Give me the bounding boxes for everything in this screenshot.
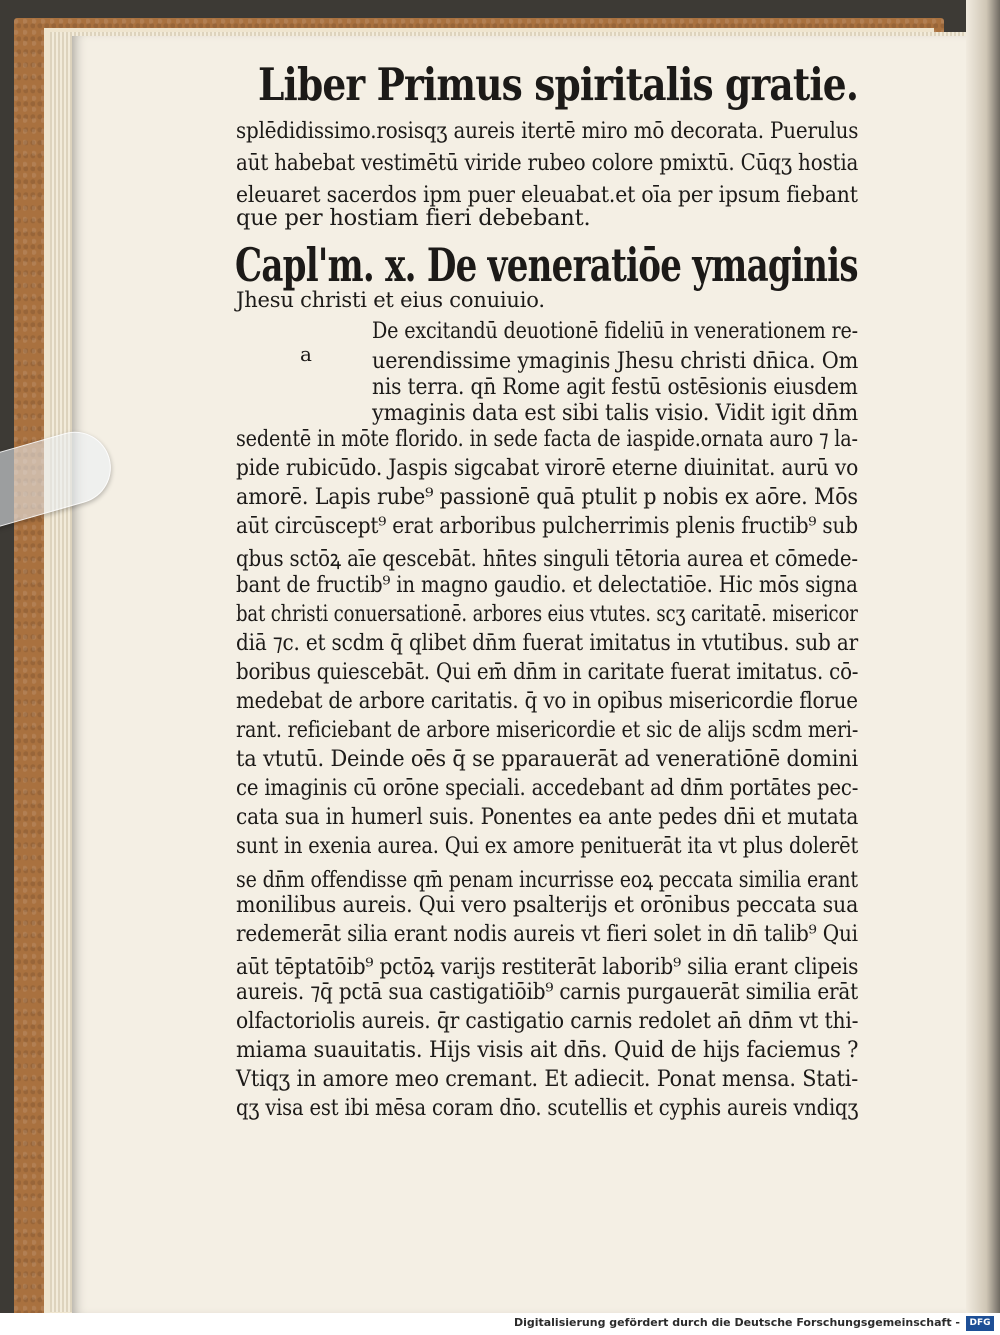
chapter-heading: Capl'm. x. De veneratiōe ymaginis [235,238,858,292]
text-line: qbus sctōꝝ aīe qescebāt. hn̄tes singuli tētoria aurea et cōmede- [236,546,858,573]
text-line: redemerāt silia erant nodis aureis vt fieri solet in dn̄ talib⁹ Qui [236,920,858,947]
chapter-subheading: Jhesu christi et eius conuiuio. [236,288,545,312]
dfg-logo: DFG [966,1316,994,1331]
text-line: boribus quiescebāt. Qui em̄ dn̄m in caritate fuerat imitatus. cō- [236,658,859,685]
marginal-note: a [300,342,312,366]
text-line: splēdidissimo.rosisqʒ aureis itertē miro mō decorata. Puerulus [236,118,859,144]
text-line: cata sua in humerl suis. Ponentes ea ante pedes dn̄i et mutata [236,804,859,831]
funding-credit: Digitalisierung gefördert durch die Deutsche Forschungsgemeinschaft - [513,1316,960,1329]
text-line: diā ⁊c. et scdm q̄ qlibet dn̄m fuerat imitatus in vtutibus. sub ar [236,629,858,656]
text-line: De excitandū deuotionē fideliū in venerationem re- [372,318,858,344]
text-line: qʒ visa est ibi mēsa coram dn̄o. scutellis et cyphis aureis vndiqʒ [236,1095,859,1122]
text-line: olfactoriolis aureis. q̄r castigatio carnis redolet an̄ dn̄m vt thi- [236,1008,859,1034]
text-line: ce imaginis cū orōne speciali. accedebant ad dn̄m portātes pec- [236,775,859,802]
text-line: aureis. ⁊q̄ pctā sua castigatiōib⁹ carnis purgauerāt similia erāt [236,978,859,1005]
text-line: eleuaret sacerdos ipm puer eleuabat.et oīa per ipsum fiebant [236,182,858,208]
text-line: bat christi conuersationē. arbores eius vtutes. scʒ caritatē. misericor [236,600,858,627]
text-line: miama suauitatis. Hijs visis ait dn̄s. Quid de hijs faciemus ? [236,1037,859,1064]
text-line: sunt in exenia aurea. Qui ex amore penituerāt ita vt plus dolerēt [236,833,859,860]
text-line: aūt tēptatōib⁹ pctōꝝ varijs restiterāt laborib⁹ silia erant clipeis [236,953,859,980]
text-line: se dn̄m offendisse qm̄ penam incurrisse eoꝝ peccata similia erant [236,866,858,893]
text-line: ta vtutū. Deinde oēs q̄ se pparauerāt ad veneratiōnē domini [236,746,859,773]
footer-bar [0,1313,1000,1335]
text-line: aūt circūscept⁹ erat arboribus pulcherrimis plenis fructib⁹ sub [236,513,858,540]
text-line: medebat de arbore caritatis. q̄ vo in opibus misericordie florue [236,687,858,714]
text-line: sedentē in mōte florido. in sede facta de iaspide.ornata auro ⁊ la- [236,426,858,452]
text-line: ymaginis data est sibi talis visio. Vidit igit dn̄m [372,400,858,426]
text-line: bant de fructib⁹ in magno gaudio. et delectatiōe. Hic mōs signa [236,571,858,598]
text-line: amorē. Lapis rube⁹ passionē quā ptulit p nobis ex aōre. Mōs [236,484,858,511]
text-line: Vtiqʒ in amore meo cremant. Et adiecit. Ponat mensa. Stati- [236,1066,859,1093]
text-line: rant. reficiebant de arbore misericordie et sic de alijs scdm meri- [236,717,859,743]
text-line: nis terra. qn̄ Rome agit festū ostēsionis eiusdem [372,374,858,400]
text-line: que per hostiam fieri debebant. [236,205,591,231]
text-line: monilibus aureis. Qui vero psalterijs et orōnibus peccata sua [236,891,859,918]
text-line: uerendissime ymaginis Jhesu christi dn̄ica. Om [372,348,859,374]
text-line: pide rubicūdo. Jaspis sigcabat virorē eterne diuinitat. aurū vo [236,455,859,482]
facing-page-gutter [966,0,1000,1313]
text-line: aūt habebat vestimētū viride rubeo colore pmixtū. Cūqʒ hostia [236,150,859,176]
running-head: Liber Primus spiritalis gratie. [258,58,859,111]
